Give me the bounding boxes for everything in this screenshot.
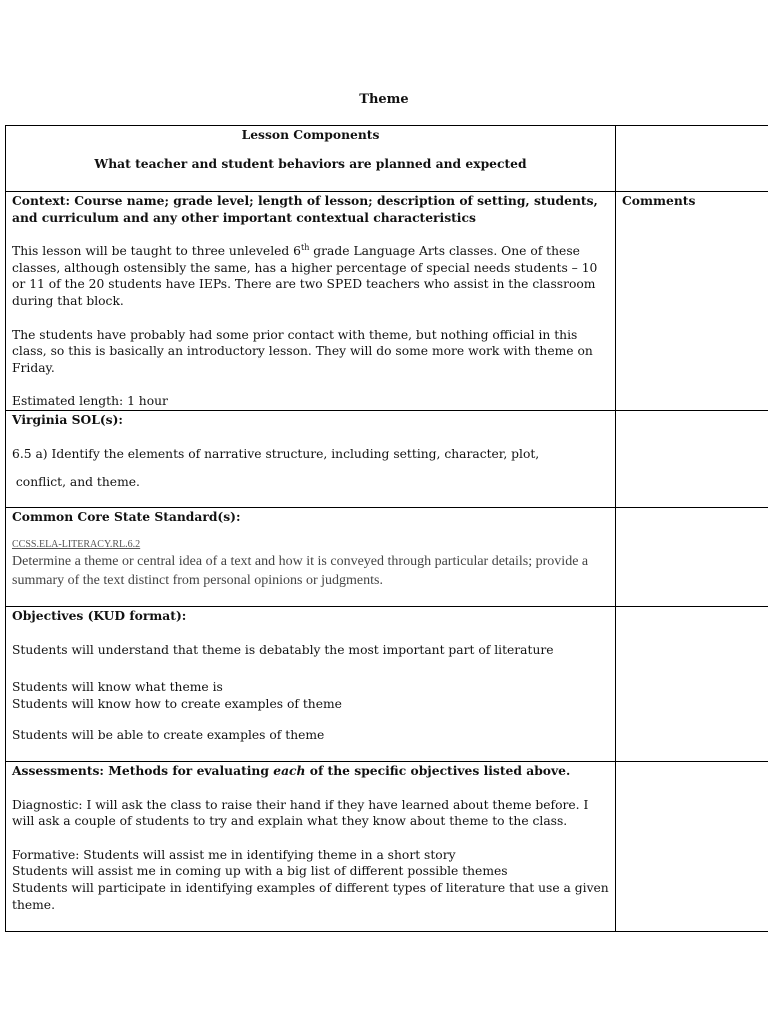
comments-cell: [616, 192, 768, 411]
header-comments-cell: [616, 126, 768, 192]
sol-line-1: 6.5 a) Identify the elements of narrative structure, including setting, character, plot,: [12, 446, 540, 461]
assessments-comments-cell: [616, 761, 768, 931]
assessments-heading: Assessments: Methods for evaluating each of the specific objectives listed above.: [12, 762, 571, 778]
document-title: Theme: [359, 92, 409, 107]
assessments-cell: [6, 761, 616, 931]
context-paragraph-2: The students have probably had some prior contact with theme, but nothing official in this class, so this is basically an introductory lesson. They will do some more work with theme on Friday.: [12, 327, 593, 375]
objective-understand: Students will understand that theme is debatably the most important part of literature: [12, 642, 554, 657]
sol-row: [6, 410, 768, 507]
lesson-plan-table: [5, 125, 768, 932]
assessment-formative-1: Formative: Students will assist me in identifying theme in a short story: [12, 847, 456, 862]
ccss-cell: [6, 507, 616, 606]
ccss-standard-link[interactable]: CCSS.ELA-LITERACY.RL.6.2: [12, 538, 141, 550]
objective-do: Students will be able to create examples of theme: [12, 728, 325, 743]
assessment-diagnostic: Diagnostic: I will ask the class to raise their hand if they have learned about theme before. I will ask a couple of students to try and explain what they know about theme to the class.: [12, 797, 589, 829]
objectives-comments-cell: [616, 606, 768, 761]
objectives-heading: Objectives (KUD format):: [12, 607, 187, 623]
objectives-cell: [6, 606, 616, 761]
objective-know-2: Students will know how to create examples of theme: [12, 696, 342, 711]
ccss-comments-cell: [616, 507, 768, 606]
objective-know-1: Students will know what theme is: [12, 680, 223, 695]
context-cell: [6, 192, 616, 411]
sol-cell: [6, 410, 616, 507]
context-estimated-length: Estimated length: 1 hour: [12, 394, 168, 409]
ccss-standard-text: Determine a theme or central idea of a text and how it is conveyed through particular details; provide a summary of the text distinct from personal opinions or judgments.: [12, 553, 589, 589]
header-cell: [6, 126, 616, 192]
header-line-2: What teacher and student behaviors are planned and expected: [94, 155, 527, 171]
context-paragraph-1: This lesson will be taught to three unleveled 6th grade Language Arts classes. One of these classes, although ostensibly the same, has a higher percentage of special needs students – 10 or 11 of the 20 students have IEPs. There are two SPED teachers who assist in the classroom during that block.: [12, 243, 598, 308]
header-line-1: Lesson Components: [241, 127, 380, 142]
table-header-row: [6, 126, 768, 192]
context-heading: Context: Course name; grade level; length of lesson; description of setting, students, and curriculum and any other important contextual characteristics: [12, 193, 598, 225]
ccss-row: [6, 507, 768, 606]
assessment-formative-2: Students will assist me in coming up with a big list of different possible themes: [12, 864, 508, 879]
sol-line-2: conflict, and theme.: [12, 475, 140, 490]
sol-comments-cell: [616, 410, 768, 507]
sol-heading: Virginia SOL(s):: [12, 411, 123, 427]
assessment-formative-3: Students will participate in identifying examples of different types of literature that use a given theme.: [12, 880, 609, 912]
objectives-row: [6, 606, 768, 761]
comments-label: Comments: [622, 193, 696, 208]
assessments-row: [6, 761, 768, 931]
ccss-heading: Common Core State Standard(s):: [12, 508, 241, 524]
context-row: [6, 192, 768, 411]
